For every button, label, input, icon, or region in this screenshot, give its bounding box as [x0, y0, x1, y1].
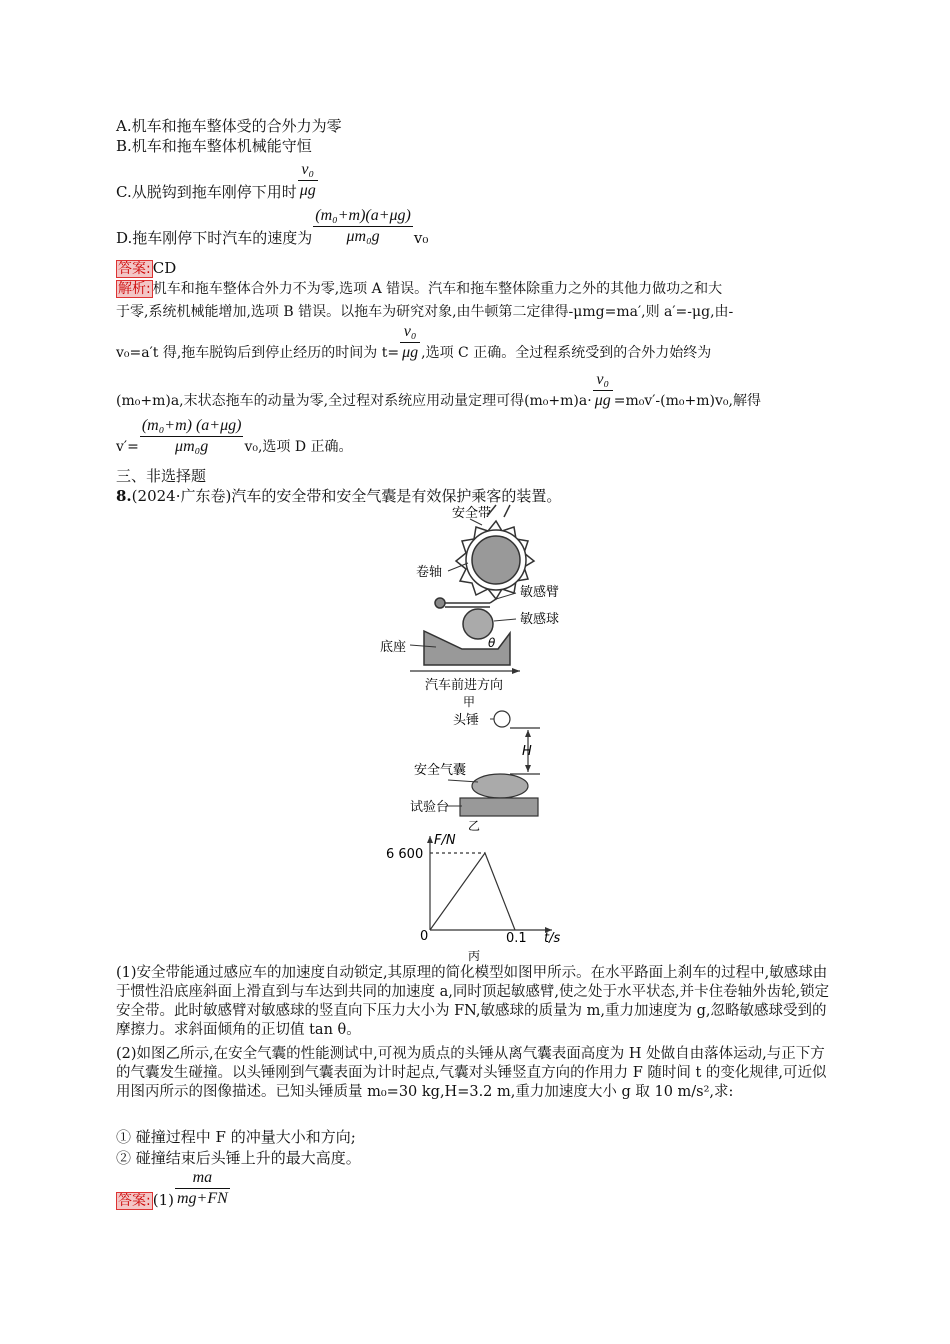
analysis-text: v₀,选项 D 正确。 — [244, 438, 353, 455]
analysis-line-1 — [116, 280, 722, 298]
arrow-head — [525, 730, 531, 737]
analysis-line-2: 于零,系统机械能增加,选项 B 错误。以拖车为研究对象,由牛顿第二定律得-μmg=ma′,则 a′=-μg,由- — [116, 304, 734, 320]
sub-question-1: ① 碰撞过程中 F 的冲量大小和方向; — [116, 1128, 356, 1146]
figure-jia — [370, 503, 570, 708]
fraction — [400, 322, 420, 363]
label-h: H — [522, 744, 532, 759]
question-part-1: (1)安全带能通过感应车的加速度自动锁定,其原理的简化模型如图甲所示。在水平路面上刹车的过程中,敏感球由于惯性沿底座斜面上滑直到与车达到共同的加速度 a,同时顶起敏感臂,使之处于水平状态,并卡住卷轴外齿轮,锁定安全带。此时敏感臂对敏感球的竖直向下压力大小为 FN,敏感球的质量为 m,重力加速度为 g,忽略敏感球受到的摩擦力。求斜面倾角的正切值 tan θ。 — [116, 965, 830, 1038]
fraction — [298, 160, 318, 201]
option-c-text: C.从脱钩到拖车刚停下用时 — [116, 182, 297, 201]
caption-yi: 乙 — [468, 819, 481, 833]
label-arm: 敏感臂 — [520, 585, 560, 600]
y-axis-arrow — [427, 836, 433, 843]
leader-line — [448, 780, 478, 782]
reel — [472, 536, 520, 584]
fraction-numerator: (m₀+m) (a+μg) — [140, 416, 244, 437]
question-number: 8. — [116, 487, 132, 505]
analysis-text: 机车和拖车整体合外力不为零,选项 A 错误。汽车和拖车整体除重力之外的其他力做功之和大 — [152, 281, 723, 297]
y-axis-label: F/N — [434, 833, 456, 848]
leader-line — [494, 619, 516, 621]
arm-pivot — [435, 598, 445, 608]
option-c — [116, 160, 319, 201]
caption-jia: 甲 — [463, 695, 476, 708]
analysis-line-4 — [116, 370, 761, 411]
head-hammer — [494, 711, 510, 727]
analysis-text: (m₀+m)a,末状态拖车的动量为零,全过程对系统应用动量定理可得(m₀+m)a· — [116, 392, 592, 409]
caption-bing: 丙 — [468, 949, 481, 963]
fraction-denominator: mg+FN — [176, 1190, 228, 1207]
option-d-text: D.拖车刚停下时汽车的速度为 — [116, 228, 313, 247]
label-airbag: 安全气囊 — [414, 763, 467, 778]
answer-value: CD — [152, 259, 177, 277]
analysis-text: ,选项 C 正确。全过程系统受到的合外力始终为 — [421, 344, 712, 361]
fraction-numerator: v₀ — [400, 322, 420, 343]
answer-line — [116, 259, 176, 278]
label-belt: 安全带 — [452, 506, 492, 521]
answer-2-line — [116, 1168, 231, 1209]
fraction-denominator: μg — [594, 392, 611, 409]
label-direction: 汽车前进方向 — [425, 678, 504, 693]
arrow-head — [512, 668, 520, 674]
analysis-line-5 — [116, 416, 353, 457]
origin-label: 0 — [420, 929, 429, 944]
figure-bing — [382, 830, 582, 964]
force-curve — [430, 853, 515, 930]
sub-question-2: ② 碰撞结束后头锤上升的最大高度。 — [116, 1149, 361, 1167]
option-d-tail: v₀ — [413, 228, 429, 247]
fraction-denominator: μg — [402, 344, 419, 361]
answer-tag: 答案: — [118, 261, 151, 277]
answer-tag: 答案: — [118, 1192, 151, 1209]
airbag — [472, 774, 528, 798]
arrow-head — [525, 765, 531, 772]
label-hammer: 头锤 — [453, 713, 480, 728]
fraction-denominator: μg — [299, 182, 316, 199]
label-reel: 卷轴 — [416, 565, 443, 580]
x-axis-label: t/s — [544, 931, 561, 946]
label-ball: 敏感球 — [520, 612, 560, 627]
belt-strap — [504, 505, 510, 517]
question-intro-text: (2024·广东卷)汽车的安全带和安全气囊是有效保护乘客的装置。 — [131, 487, 562, 505]
section-heading: 三、非选择题 — [116, 467, 207, 485]
question-part-2: (2)如图乙所示,在安全气囊的性能测试中,可视为质点的头锤从离气囊表面高度为 H 处做自由落体运动,与正下方的气囊发生碰撞。以头锤刚到气囊表面为计时起点,气囊对头锤竖直方向的作用力 F 随时间 t 的变化规律,可近似用图丙所示的图像描述。已知头锤质量 m₀=30 kg,H=3.2 m,重力加速度大小 g 取 10 m/s²,求: — [116, 1046, 827, 1100]
label-bench: 试验台 — [410, 800, 450, 815]
test-bench — [460, 798, 538, 816]
option-b: B.机车和拖车整体机械能守恒 — [116, 137, 312, 155]
fraction-numerator: v₀ — [298, 160, 318, 181]
y-tick-label: 6 600 — [386, 847, 424, 862]
analysis-text: v₀=a′t 得,拖车脱钩后到停止经历的时间为 t= — [116, 344, 400, 361]
fraction-numerator: ma — [175, 1168, 230, 1189]
fraction — [175, 1168, 230, 1209]
label-base: 底座 — [380, 640, 407, 655]
fraction-denominator: μm₀g — [346, 228, 380, 245]
fraction-numerator: (m₀+m)(a+μg) — [313, 206, 413, 227]
sensitive-arm-tip — [490, 599, 496, 603]
option-d — [116, 206, 428, 247]
x-tick-label: 0.1 — [506, 931, 527, 946]
fraction — [140, 416, 244, 457]
base — [424, 631, 510, 665]
fraction-numerator: v₀ — [593, 370, 613, 391]
analysis-line-3 — [116, 322, 711, 363]
analysis-text: =m₀v′-(m₀+m)v₀,解得 — [613, 392, 761, 409]
analysis-tag: 解析: — [118, 281, 151, 297]
label-theta: θ — [488, 636, 496, 650]
figure-yi — [400, 708, 550, 833]
sensitive-ball — [463, 609, 493, 639]
fraction-denominator: μm₀g — [175, 438, 209, 455]
option-a: A.机车和拖车整体受的合外力为零 — [116, 117, 342, 135]
analysis-text: v′= — [116, 438, 139, 455]
answer-prefix: (1) — [152, 1190, 174, 1209]
fraction — [593, 370, 613, 411]
fraction — [313, 206, 413, 247]
